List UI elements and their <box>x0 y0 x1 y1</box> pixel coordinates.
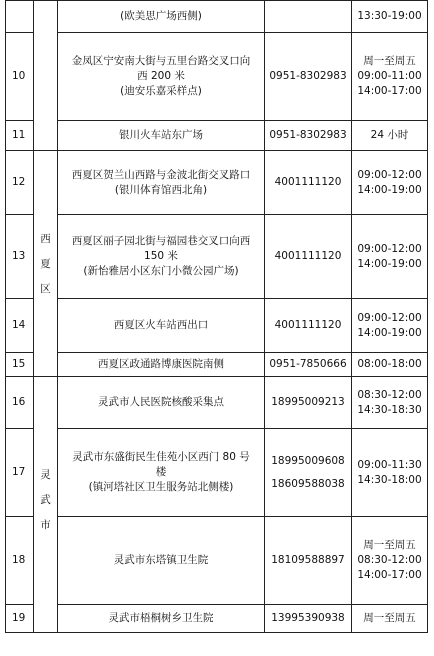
text-line: 14:00-19:00 <box>357 257 422 270</box>
text-line: 14:30-18:00 <box>357 473 422 486</box>
text-line: 14:00-17:00 <box>357 85 422 97</box>
text-line: 14:00-19:00 <box>357 326 422 339</box>
text-line: (欧美思广场西侧) <box>120 10 202 22</box>
text-line: 09:00-11:30 <box>357 458 422 471</box>
text-line: 0951-8302983 <box>269 70 347 82</box>
hours-cell <box>352 377 428 429</box>
text-line: 武 <box>40 494 51 506</box>
text-line: 夏 <box>40 258 51 270</box>
district-cell <box>34 377 58 633</box>
text-line: 西 200 米 <box>137 70 185 82</box>
text-line: 周一至周五 <box>363 612 416 624</box>
table-row <box>6 33 428 121</box>
text-line: (银川体育馆西北角) <box>114 183 208 196</box>
text-line: 灵武市梧桐树乡卫生院 <box>108 612 214 624</box>
row-number: 19 <box>6 605 34 633</box>
text-line: 金凤区宁安南大街与五里台路交叉口向 <box>71 55 251 67</box>
hours-cell <box>352 353 428 377</box>
text-line: 13995390938 <box>271 612 345 624</box>
hours-cell <box>352 517 428 605</box>
row-number: 14 <box>6 299 34 353</box>
phone-cell <box>265 605 352 633</box>
hours-cell <box>352 605 428 633</box>
text-line: 09:00-12:00 <box>357 168 422 181</box>
hours-cell <box>352 121 428 151</box>
text-line: 09:00-11:00 <box>357 70 422 82</box>
address-cell <box>58 429 265 517</box>
address-cell <box>58 151 265 215</box>
text-line: 18995009608 <box>271 454 345 467</box>
text-line: 楼 <box>155 466 167 478</box>
district-cell <box>34 1 58 151</box>
phone-cell <box>265 299 352 353</box>
address-cell <box>58 517 265 605</box>
row-number: 11 <box>6 121 34 151</box>
text-line: 周一至周五 <box>363 539 416 551</box>
text-line: 4001111120 <box>274 250 342 262</box>
text-line: (镇河塔社区卫生服务站北侧楼) <box>88 481 234 493</box>
phone-cell <box>265 121 352 151</box>
text-line: 14:00-19:00 <box>357 183 422 196</box>
text-line: 银川火车站东广场 <box>119 129 203 141</box>
text-line: 灵武市人民医院核酸采集点 <box>98 396 224 408</box>
address-cell <box>58 1 265 33</box>
text-line: 09:00-12:00 <box>357 311 422 324</box>
address-cell <box>58 121 265 151</box>
hours-cell <box>352 1 428 33</box>
testing-sites-table <box>5 0 428 633</box>
address-cell <box>58 377 265 429</box>
text-line: 灵武市东盛街民生佳苑小区西门 80 号 <box>72 451 250 463</box>
row-number: 10 <box>6 33 34 121</box>
text-line: 08:30-12:00 <box>357 554 422 566</box>
row-number: 16 <box>6 377 34 429</box>
phone-cell <box>265 151 352 215</box>
text-line: 区 <box>40 283 51 295</box>
phone-cell <box>265 517 352 605</box>
text-line: 周一至周五 <box>363 55 416 67</box>
text-line: 08:00-18:00 <box>357 358 422 370</box>
text-line: 4001111120 <box>274 319 342 331</box>
text-line: 西夏区贺兰山西路与金波北街交叉路口 <box>71 168 251 181</box>
phone-cell <box>265 33 352 121</box>
row-number <box>6 1 34 33</box>
row-number: 18 <box>6 517 34 605</box>
row-number: 15 <box>6 353 34 377</box>
table-row <box>6 151 428 215</box>
text-line: 0951-8302983 <box>269 129 347 141</box>
text-line: 18109588897 <box>271 554 345 566</box>
text-line: 18609588038 <box>271 477 345 490</box>
text-line: (迪安乐嘉采样点) <box>120 85 202 97</box>
text-line: 150 米 <box>144 250 178 262</box>
table-row <box>6 299 428 353</box>
text-line: 14:30-18:30 <box>357 403 422 416</box>
address-cell <box>58 605 265 633</box>
address-cell <box>58 299 265 353</box>
text-line: 4001111120 <box>274 176 342 188</box>
table-row <box>6 121 428 151</box>
text-line: 灵 <box>40 469 51 481</box>
text-line: 西夏区火车站西出口 <box>113 319 209 331</box>
table-body <box>6 1 428 633</box>
address-cell <box>58 215 265 299</box>
phone-cell <box>265 215 352 299</box>
hours-cell <box>352 429 428 517</box>
phone-cell <box>265 1 352 33</box>
district-cell <box>34 151 58 377</box>
text-line: 08:30-12:00 <box>357 388 422 401</box>
text-line: 灵武市东塔镇卫生院 <box>113 554 209 566</box>
table-row <box>6 353 428 377</box>
row-number: 13 <box>6 215 34 299</box>
text-line: 西 <box>40 233 51 245</box>
table-row <box>6 1 428 33</box>
address-cell <box>58 353 265 377</box>
hours-cell <box>352 151 428 215</box>
text-line: 14:00-17:00 <box>357 569 422 581</box>
table-row <box>6 517 428 605</box>
table-row <box>6 429 428 517</box>
text-line: 18995009213 <box>271 396 345 408</box>
row-number: 12 <box>6 151 34 215</box>
text-line: 西夏区政通路博康医院南侧 <box>98 358 224 370</box>
phone-cell <box>265 377 352 429</box>
phone-cell <box>265 429 352 517</box>
text-line: 西夏区丽子园北街与福园巷交叉口向西 <box>71 235 251 247</box>
table-row <box>6 215 428 299</box>
table-row <box>6 605 428 633</box>
phone-cell <box>265 353 352 377</box>
text-line: 0951-7850666 <box>269 358 347 370</box>
text-line: 13:30-19:00 <box>357 10 422 22</box>
hours-cell <box>352 33 428 121</box>
text-line: 24 小时 <box>370 129 409 141</box>
hours-cell <box>352 215 428 299</box>
address-cell <box>58 33 265 121</box>
table-row <box>6 377 428 429</box>
text-line: 市 <box>40 519 51 531</box>
text-line: (新怡雅居小区东门小微公园广场) <box>83 265 239 277</box>
row-number: 17 <box>6 429 34 517</box>
text-line: 09:00-12:00 <box>357 242 422 255</box>
hours-cell <box>352 299 428 353</box>
line-gap <box>267 469 349 477</box>
